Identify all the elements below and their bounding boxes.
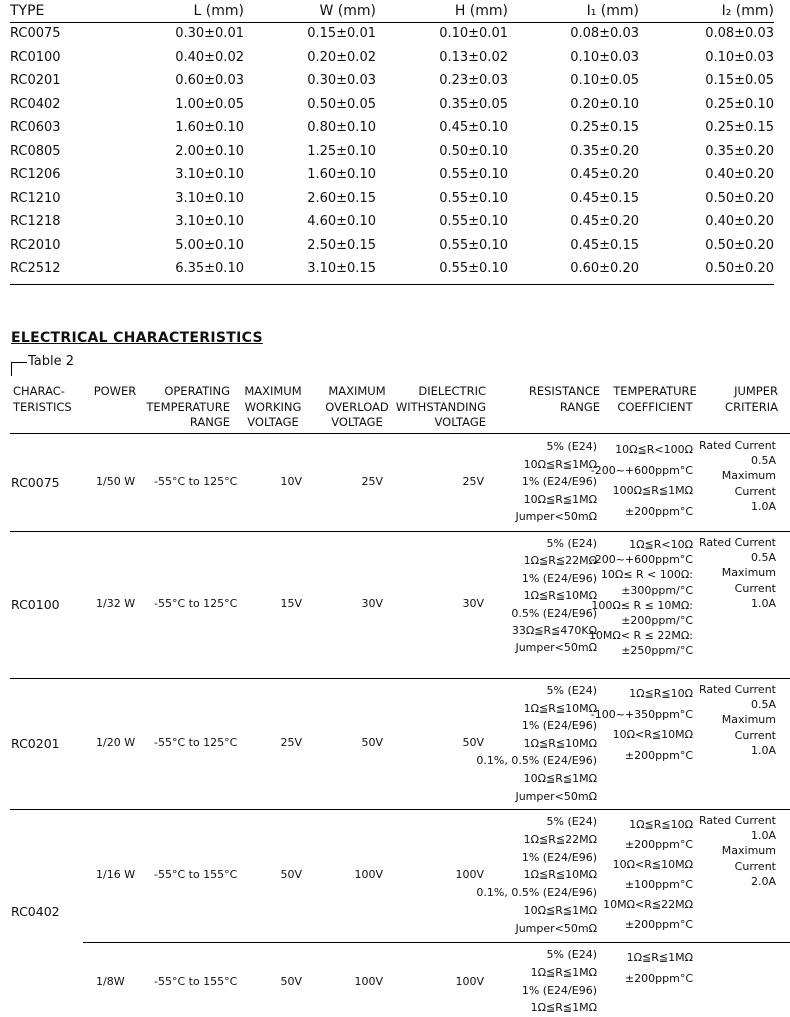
cell-l: 1.00±0.05: [175, 96, 244, 112]
row-tcr-line: ±200ppm°C: [624, 918, 693, 931]
cell-type: RC2512: [10, 261, 61, 276]
cell-w: 2.60±0.15: [307, 190, 376, 206]
cell-l: 0.60±0.03: [175, 73, 244, 88]
cell-i2: 0.10±0.03: [705, 49, 774, 65]
row-overload: 100V: [354, 868, 383, 881]
row-tcr: [591, 684, 693, 766]
cell-i1: 0.25±0.15: [570, 120, 639, 135]
dimensions-row: [10, 141, 774, 165]
row-resistance: [476, 813, 597, 938]
row-type: RC0075: [11, 475, 60, 490]
row-overload: 30V: [361, 597, 383, 610]
row-tcr: [591, 440, 693, 522]
row-jumper-line: 0.5A: [750, 698, 776, 712]
row-dielectric: 100V: [455, 975, 484, 988]
cell-l: 3.10±0.10: [175, 214, 244, 229]
header-line: MAXIMUM: [328, 384, 386, 398]
row-resistance: [515, 438, 597, 526]
row-temp: -55°C to 125°C: [154, 475, 238, 488]
cell-i1: 0.45±0.20: [570, 167, 639, 182]
row-temp: -55°C to 155°C: [154, 868, 238, 881]
cell-i2: 0.50±0.20: [705, 237, 774, 253]
row-jumper: [699, 438, 776, 514]
cell-i1: 0.10±0.05: [570, 73, 639, 88]
row-resistance-line: 1% (E24/E96): [521, 719, 597, 733]
row-jumper-line: Rated Current: [698, 683, 776, 696]
row-jumper-line: Current: [734, 484, 776, 498]
row-tcr-line: ±200ppm/°C: [621, 614, 693, 628]
row-tcr-line: 10MΩ<R≦22MΩ: [603, 898, 693, 911]
row-resistance-line: 1Ω≦R≦22MΩ: [523, 554, 597, 568]
row-jumper-line: Current: [734, 728, 776, 742]
header-line: CHARAC-: [13, 384, 65, 398]
row-tcr-line: -200~+600ppm°C: [590, 553, 693, 567]
cell-h: 0.55±0.10: [439, 167, 508, 182]
row-jumper-line: Maximum: [721, 713, 776, 727]
row-rule: [10, 531, 790, 532]
cell-type: RC0402: [10, 96, 61, 112]
row-working: 15V: [280, 597, 302, 610]
cell-type: RC0201: [10, 73, 61, 88]
dimensions-row: [10, 211, 774, 235]
cell-i2: 0.08±0.03: [705, 26, 774, 41]
cell-i1: 0.10±0.03: [570, 49, 639, 65]
row-resistance-line: 1Ω≦R≦10MΩ: [523, 701, 597, 715]
row-resistance-line: 10Ω≦R≦1MΩ: [523, 457, 597, 471]
row-power: 1/16 W: [96, 868, 136, 881]
row-tcr-line: ±200ppm°C: [624, 838, 693, 851]
row-resistance-line: 1% (E24/E96): [521, 475, 597, 489]
header-line: VOLTAGE: [434, 415, 486, 429]
header-line: WITHSTANDING: [395, 399, 486, 414]
row-jumper: [699, 535, 776, 611]
row-overload: 50V: [361, 736, 383, 749]
row-tcr-line: ±200ppm°C: [624, 748, 693, 762]
row-jumper-line: Rated Current: [698, 536, 776, 549]
header-line: CRITERIA: [725, 399, 778, 414]
cell-i1: 0.45±0.20: [570, 214, 639, 229]
cell-h: 0.55±0.10: [439, 237, 508, 253]
header-characteristics: [13, 384, 72, 415]
row-tcr-line: 10Ω<R≦10MΩ: [612, 728, 693, 741]
cell-l: 5.00±0.10: [175, 237, 244, 253]
row-resistance-line: 1Ω≦R≦10MΩ: [523, 736, 597, 750]
row-type: RC0402: [11, 904, 60, 919]
row-resistance-line: 5% (E24): [546, 948, 597, 961]
row-tcr-line: 100Ω≦R≦1MΩ: [612, 484, 693, 497]
row-resistance-line: 1Ω≦R≦10MΩ: [523, 589, 597, 603]
header-line: RANGE: [559, 399, 600, 414]
cell-i1: 0.08±0.03: [570, 26, 639, 41]
cell-l: 0.30±0.01: [175, 26, 244, 41]
row-resistance-line: 0.1%, 0.5% (E24/E96): [476, 886, 597, 900]
cell-i1: 0.45±0.15: [570, 190, 639, 206]
cell-l: 3.10±0.10: [175, 167, 244, 182]
header-line: POWER: [93, 384, 137, 398]
header-operating: [140, 384, 230, 431]
cell-l: 6.35±0.10: [175, 261, 244, 276]
row-jumper-line: 0.5A: [750, 454, 776, 468]
cell-type: RC1218: [10, 214, 61, 229]
row-jumper-line: 2.0A: [750, 874, 776, 888]
row-dielectric: 50V: [462, 736, 484, 749]
header-power: [88, 384, 142, 400]
row-type: RC0100: [11, 597, 60, 612]
row-resistance-line: Jumper<50mΩ: [515, 789, 597, 803]
row-temp: -55°C to 155°C: [154, 975, 238, 988]
row-jumper-line: Maximum: [721, 844, 776, 858]
row-jumper-line: Rated Current: [698, 814, 776, 827]
header-line: TEMPERATURE: [613, 384, 697, 398]
header-l: L (mm): [193, 3, 244, 19]
caption-bracket-top: [11, 362, 27, 363]
row-tcr-line: 10MΩ< R ≤ 22MΩ:: [588, 629, 693, 643]
row-jumper-line: 1.0A: [750, 829, 776, 843]
row-resistance: [476, 682, 597, 805]
cell-type: RC1210: [10, 190, 61, 206]
header-line: OVERLOAD: [325, 399, 389, 414]
dimensions-row: [10, 164, 774, 188]
cell-h: 0.23±0.03: [439, 73, 508, 88]
header-i1: I₁ (mm): [586, 3, 639, 19]
row-resistance-line: 5% (E24): [546, 815, 597, 828]
row-resistance-line: 0.5% (E24/E96): [511, 606, 597, 620]
row-jumper-line: Rated Current: [698, 439, 776, 452]
dimensions-row: [10, 70, 774, 94]
row-resistance-line: 10Ω≦R≦1MΩ: [523, 771, 597, 785]
row-power: 1/50 W: [96, 475, 136, 488]
row-rule: [10, 809, 790, 810]
row-resistance-line: 5% (E24): [546, 684, 597, 697]
row-tcr-line: 10Ω<R≦10MΩ: [612, 858, 693, 871]
dimensions-body: [10, 23, 774, 282]
row-working: 25V: [280, 736, 302, 749]
cell-h: 0.55±0.10: [439, 190, 508, 206]
cell-w: 0.80±0.10: [307, 120, 376, 135]
cell-i2: 0.15±0.05: [705, 73, 774, 88]
row-resistance: [522, 946, 597, 1017]
header-line: TEMPERATURE: [146, 399, 230, 414]
header-overload: [318, 384, 396, 431]
row-tcr-line: -100~+350ppm°C: [590, 707, 693, 721]
row-rule: [83, 942, 790, 943]
row-resistance-line: 10Ω≦R≦1MΩ: [523, 903, 597, 917]
cell-h: 0.35±0.05: [439, 96, 508, 112]
row-tcr-line: ±200ppm°C: [624, 971, 693, 985]
row-jumper-line: Current: [734, 581, 776, 595]
cell-w: 0.50±0.05: [307, 96, 376, 112]
row-resistance-line: 5% (E24): [546, 440, 597, 453]
cell-i1: 0.60±0.20: [570, 261, 639, 276]
cell-type: RC0100: [10, 49, 61, 65]
row-tcr-line: 1Ω≦R≦1MΩ: [626, 951, 693, 964]
row-resistance: [511, 535, 597, 657]
header-line: MAXIMUM: [244, 384, 302, 398]
cell-w: 0.30±0.03: [307, 73, 376, 88]
cell-h: 0.50±0.10: [439, 143, 508, 159]
header-line: DIELECTRIC: [418, 384, 486, 398]
dimensions-bottom-rule: [10, 284, 774, 285]
row-jumper-line: 1.0A: [750, 596, 776, 610]
header-line: RANGE: [189, 415, 230, 429]
row-tcr-line: 1Ω≦R≦10Ω: [629, 818, 693, 831]
row-tcr-line: ±200ppm°C: [624, 504, 693, 518]
cell-w: 2.50±0.15: [307, 237, 376, 253]
cell-h: 0.10±0.01: [439, 26, 508, 41]
row-overload: 100V: [354, 975, 383, 988]
dimensions-header-row: [10, 0, 774, 23]
caption-bracket: [11, 362, 12, 376]
cell-i1: 0.35±0.20: [570, 143, 639, 159]
header-line: VOLTAGE: [247, 415, 299, 429]
dimensions-row: [10, 117, 774, 141]
cell-i2: 0.50±0.20: [705, 190, 774, 206]
table-caption: Table 2: [28, 354, 75, 369]
cell-type: RC0075: [10, 26, 61, 41]
cell-i1: 0.45±0.15: [570, 237, 639, 253]
row-power: 1/8W: [96, 975, 125, 988]
cell-l: 1.60±0.10: [175, 120, 244, 135]
header-line: VOLTAGE: [331, 415, 383, 429]
row-tcr-line: -200~+600ppm°C: [590, 463, 693, 477]
cell-w: 1.25±0.10: [307, 143, 376, 159]
cell-w: 0.20±0.02: [307, 49, 376, 65]
header-type: TYPE: [10, 3, 45, 19]
row-resistance-line: Jumper<50mΩ: [515, 641, 597, 655]
row-tcr-line: 1Ω≦R<10Ω: [629, 538, 693, 551]
cell-i2: 0.25±0.10: [705, 96, 774, 112]
cell-l: 0.40±0.02: [175, 49, 244, 65]
header-working: [240, 384, 306, 431]
cell-i2: 0.35±0.20: [705, 143, 774, 159]
row-dielectric: 25V: [462, 475, 484, 488]
dimensions-row: [10, 47, 774, 71]
row-jumper-line: Current: [734, 859, 776, 873]
header-line: JUMPER: [734, 384, 778, 398]
dimensions-row: [10, 258, 774, 282]
header-line: WORKING: [244, 399, 302, 414]
row-jumper-line: 0.5A: [750, 551, 776, 565]
cell-type: RC1206: [10, 167, 61, 182]
dimensions-table: [10, 0, 774, 282]
cell-h: 0.55±0.10: [439, 261, 508, 276]
row-resistance-line: 1Ω≦R≦10MΩ: [523, 868, 597, 882]
cell-w: 0.15±0.01: [307, 26, 376, 41]
header-w: W (mm): [319, 3, 376, 19]
cell-type: RC0805: [10, 143, 61, 159]
row-jumper: [699, 813, 776, 889]
header-line: TERISTICS: [13, 399, 72, 414]
cell-i1: 0.20±0.10: [570, 96, 639, 112]
cell-l: 3.10±0.10: [175, 190, 244, 206]
header-i2: I₂ (mm): [721, 3, 774, 19]
dimensions-row: [10, 188, 774, 212]
cell-i2: 0.25±0.15: [705, 120, 774, 135]
row-resistance-line: Jumper<50mΩ: [515, 510, 597, 524]
dimensions-row: [10, 235, 774, 259]
cell-w: 4.60±0.10: [307, 214, 376, 229]
row-resistance-line: 1% (E24/E96): [521, 850, 597, 864]
header-jumper: [712, 384, 778, 415]
row-resistance-line: 0.1%, 0.5% (E24/E96): [476, 754, 597, 768]
dimensions-row: [10, 94, 774, 118]
cell-h: 0.45±0.10: [439, 120, 508, 135]
row-tcr-line: 100Ω≤ R ≤ 10MΩ:: [591, 598, 693, 612]
cell-i2: 0.40±0.20: [705, 214, 774, 229]
row-overload: 25V: [361, 475, 383, 488]
row-resistance-line: 5% (E24): [546, 537, 597, 550]
cell-w: 1.60±0.10: [307, 167, 376, 182]
header-line: RESISTANCE: [528, 384, 600, 398]
row-jumper-line: Maximum: [721, 566, 776, 580]
row-tcr-line: 1Ω≦R≦10Ω: [629, 687, 693, 700]
cell-i2: 0.50±0.20: [705, 261, 774, 276]
row-working: 50V: [280, 975, 302, 988]
header-dielectric: [388, 384, 486, 431]
row-temp: -55°C to 125°C: [154, 736, 238, 749]
row-tcr-line: ±300ppm/°C: [621, 583, 693, 597]
row-resistance-line: 1Ω≦R≦1MΩ: [530, 1001, 597, 1015]
row-resistance-line: 1% (E24/E96): [521, 983, 597, 997]
row-tcr: [589, 537, 693, 659]
header-line: OPERATING: [164, 384, 230, 398]
row-power: 1/32 W: [96, 597, 136, 610]
row-tcr-line: 10Ω≤ R < 100Ω:: [600, 568, 693, 582]
row-resistance-line: Jumper<50mΩ: [515, 921, 597, 935]
row-temp: -55°C to 125°C: [154, 597, 238, 610]
row-tcr-line: 10Ω≦R<100Ω: [615, 443, 693, 456]
header-h: H (mm): [454, 3, 508, 19]
row-jumper-line: Maximum: [721, 469, 776, 483]
row-resistance-line: 1Ω≦R≦1MΩ: [530, 965, 597, 979]
row-tcr: [603, 815, 693, 935]
cell-l: 2.00±0.10: [175, 143, 244, 159]
row-resistance-line: 1Ω≦R≦22MΩ: [523, 832, 597, 846]
cell-w: 3.10±0.15: [307, 261, 376, 276]
row-type: RC0201: [11, 736, 60, 751]
row-resistance-line: 1% (E24/E96): [521, 571, 597, 585]
cell-i2: 0.40±0.20: [705, 167, 774, 182]
row-jumper-line: 1.0A: [750, 499, 776, 513]
row-power: 1/20 W: [96, 736, 136, 749]
header-resistance: [510, 384, 600, 415]
row-resistance-line: 10Ω≦R≦1MΩ: [523, 492, 597, 506]
cell-h: 0.55±0.10: [439, 214, 508, 229]
row-working: 50V: [280, 868, 302, 881]
section-title: ELECTRICAL CHARACTERISTICS: [11, 330, 263, 346]
row-jumper-line: 1.0A: [750, 743, 776, 757]
row-tcr-line: ±100ppm°C: [624, 878, 693, 891]
row-resistance-line: 33Ω≦R≦470KΩ: [511, 624, 597, 638]
row-dielectric: 100V: [455, 868, 484, 881]
dimensions-row: [10, 23, 774, 47]
cell-h: 0.13±0.02: [439, 49, 508, 65]
header-tcr: [608, 384, 702, 415]
row-tcr: [625, 948, 693, 989]
cell-type: RC2010: [10, 237, 61, 253]
row-rule: [10, 678, 790, 679]
row-working: 10V: [280, 475, 302, 488]
cell-type: RC0603: [10, 120, 61, 135]
row-jumper: [699, 682, 776, 758]
electrical-header-rule: [10, 433, 790, 434]
row-tcr-line: ±250ppm/°C: [621, 644, 693, 658]
row-dielectric: 30V: [462, 597, 484, 610]
header-line: COEFFICIENT: [617, 399, 693, 414]
